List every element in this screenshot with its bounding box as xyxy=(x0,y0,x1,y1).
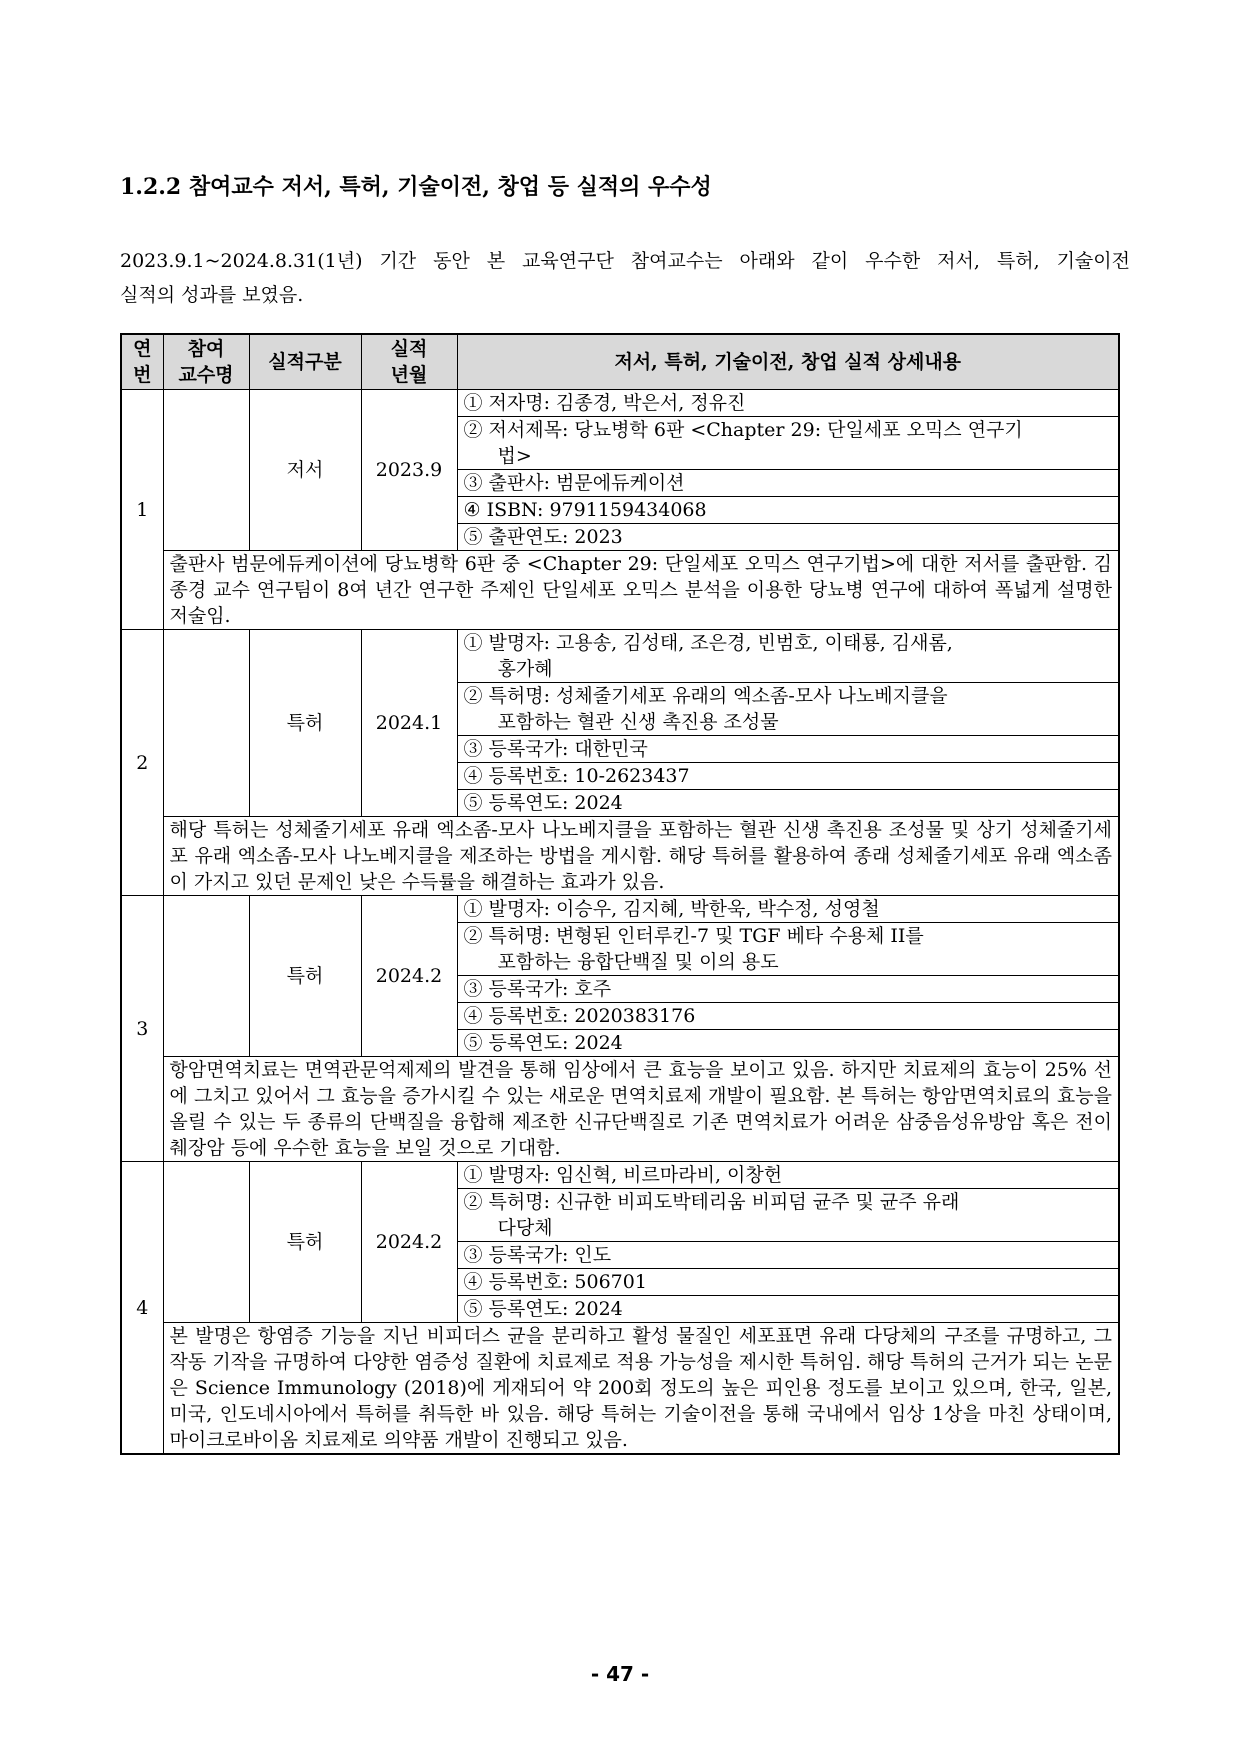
table-row xyxy=(121,630,1119,683)
table-row xyxy=(121,817,1119,896)
header-number-line2: 번 xyxy=(133,364,152,386)
detail-line: ⑤ 등록연도: 2024 xyxy=(463,1032,623,1054)
row-professor xyxy=(163,896,249,1057)
detail-line: ④ 등록번호: 506701 xyxy=(463,1271,647,1293)
detail-item xyxy=(457,1296,1119,1323)
row-number: 4 xyxy=(121,1162,163,1455)
detail-line: ① 발명자: 임신혁, 비르마라비, 이창헌 xyxy=(463,1164,783,1186)
detail-item xyxy=(457,896,1119,923)
header-professor-line2: 교수명 xyxy=(178,364,234,386)
detail-item xyxy=(457,1269,1119,1296)
detail-line-continued: 포함하는 혈관 신생 촉진용 조성물 xyxy=(497,711,779,733)
detail-line-continued: 법> xyxy=(497,445,532,467)
row-date: 2024.1 xyxy=(361,630,457,817)
intro-line-1: 2023.9.1~2024.8.31(1년) 기간 동안 본 교육연구단 참여교수는 아래와 같이 우수한 저서, 특허, 기술이전 xyxy=(120,250,1130,272)
detail-line: ④ 등록번호: 10-2623437 xyxy=(463,765,690,787)
table-row-group xyxy=(121,630,1119,896)
detail-item xyxy=(457,630,1119,683)
intro-line-2: 실적의 성과를 보였음. xyxy=(120,284,304,306)
table-row-group xyxy=(121,1162,1119,1455)
detail-line: ③ 등록국가: 대한민국 xyxy=(463,738,648,760)
detail-item xyxy=(457,524,1119,551)
detail-item xyxy=(457,417,1119,470)
detail-line-continued: 다당체 xyxy=(497,1217,553,1239)
detail-line: ③ 출판사: 범문에듀케이션 xyxy=(463,472,685,494)
header-date-line2: 년월 xyxy=(390,364,428,386)
detail-line: ③ 등록국가: 인도 xyxy=(463,1244,612,1266)
detail-item xyxy=(457,497,1119,524)
detail-line: ⑤ 등록연도: 2024 xyxy=(463,1298,623,1320)
detail-item xyxy=(457,683,1119,736)
header-professor-line1: 참여 xyxy=(187,338,225,360)
detail-line: ④ 등록번호: 2020383176 xyxy=(463,1005,696,1027)
row-number: 3 xyxy=(121,896,163,1162)
detail-line: ① 발명자: 이승우, 김지혜, 박한욱, 박수정, 성영철 xyxy=(463,898,880,920)
header-type: 실적구분 xyxy=(249,334,361,390)
header-number xyxy=(121,334,163,390)
detail-item xyxy=(457,1030,1119,1057)
row-summary: 항암면역치료는 면역관문억제제의 발견을 통해 임상에서 큰 효능을 보이고 있음. 하지만 치료제의 효능이 25% 선에 그치고 있어서 그 효능을 증가시킬 수 있는 새로운 면역치료제 개발이 필요함. 본 특허는 항암면역치료의 효능을 올릴 수 있는 두 종류의 단백질을 융합해 제조한 신규단백질로 기존 면역치료가 어려운 삼중음성유방암 혹은 전이 췌장암 등에 우수한 효능을 보일 것으로 기대함. xyxy=(163,1057,1119,1162)
row-summary: 출판사 범문에듀케이션에 당뇨병학 6판 중 <Chapter 29: 단일세포 오믹스 연구기법>에 대한 저서를 출판함. 김종경 교수 연구팀이 8여 년간 연구한 주제인 단일세포 오믹스 분석을 이용한 당뇨병 연구에 대하여 폭넓게 설명한 저술임. xyxy=(163,551,1119,630)
detail-item xyxy=(457,390,1119,417)
row-summary: 해당 특허는 성체줄기세포 유래 엑소좀-모사 나노베지클을 포함하는 혈관 신생 촉진용 조성물 및 상기 성체줄기세포 유래 엑소좀-모사 나노베지클을 제조하는 방법을 게시함. 해당 특허를 활용하여 종래 성체줄기세포 유래 엑소좀이 가지고 있던 문제인 낮은 수득률을 해결하는 효과가 있음. xyxy=(163,817,1119,896)
detail-line: ② 특허명: 신규한 비피도박테리움 비피덤 균주 및 균주 유래 xyxy=(463,1191,960,1213)
row-date: 2024.2 xyxy=(361,1162,457,1323)
detail-line-continued: 홍가혜 xyxy=(497,658,553,680)
detail-item xyxy=(457,1189,1119,1242)
detail-item xyxy=(457,1162,1119,1189)
section-title: 1.2.2 참여교수 저서, 특허, 기술이전, 창업 등 실적의 우수성 xyxy=(120,174,712,200)
table-row xyxy=(121,1323,1119,1455)
intro-paragraph xyxy=(120,244,1130,312)
achievements-table xyxy=(120,333,1120,1455)
row-professor xyxy=(163,390,249,551)
table-row-group xyxy=(121,896,1119,1162)
row-type: 저서 xyxy=(249,390,361,551)
row-professor xyxy=(163,1162,249,1323)
detail-item xyxy=(457,976,1119,1003)
detail-line: ① 발명자: 고용송, 김성태, 조은경, 빈범호, 이태룡, 김새롬, xyxy=(463,632,953,654)
detail-line: ② 특허명: 변형된 인터루킨-7 및 TGF 베타 수용체 II를 xyxy=(463,925,924,947)
table-row xyxy=(121,1057,1119,1162)
table-row xyxy=(121,551,1119,630)
detail-line: ② 저서제목: 당뇨병학 6판 <Chapter 29: 단일세포 오믹스 연구기 xyxy=(463,419,1023,441)
detail-line: ⑤ 등록연도: 2024 xyxy=(463,792,623,814)
row-number: 1 xyxy=(121,390,163,630)
header-professor xyxy=(163,334,249,390)
detail-line-continued: 포함하는 융합단백질 및 이의 용도 xyxy=(497,951,779,973)
detail-line: ③ 등록국가: 호주 xyxy=(463,978,612,1000)
table-row-group xyxy=(121,390,1119,630)
header-date-line1: 실적 xyxy=(390,338,428,360)
row-type: 특허 xyxy=(249,630,361,817)
detail-item xyxy=(457,736,1119,763)
row-summary: 본 발명은 항염증 기능을 지닌 비피더스 균을 분리하고 활성 물질인 세포표면 유래 다당체의 구조를 규명하고, 그 작동 기작을 규명하여 다양한 염증성 질환에 치료제로 적용 가능성을 제시한 특허임. 해당 특허의 근거가 되는 논문은 Science Immunology (2018)에 게재되어 약 200회 정도의 높은 피인용 정도를 보이고 있으며, 한국, 일본, 미국, 인도네시아에서 특허를 취득한 바 있음. 해당 특허는 기술이전을 통해 국내에서 임상 1상을 마친 상태이며, 마이크로바이옴 치료제로 의약품 개발이 진행되고 있음. xyxy=(163,1323,1119,1455)
header-detail: 저서, 특허, 기술이전, 창업 실적 상세내용 xyxy=(457,334,1119,390)
row-type: 특허 xyxy=(249,1162,361,1323)
detail-item xyxy=(457,1003,1119,1030)
row-type: 특허 xyxy=(249,896,361,1057)
detail-line: ④ ISBN: 9791159434068 xyxy=(463,499,707,521)
detail-item xyxy=(457,1242,1119,1269)
header-number-line1: 연 xyxy=(133,338,152,360)
detail-item xyxy=(457,470,1119,497)
detail-item xyxy=(457,923,1119,976)
detail-item xyxy=(457,790,1119,817)
row-date: 2023.9 xyxy=(361,390,457,551)
table-row xyxy=(121,390,1119,417)
detail-item xyxy=(457,763,1119,790)
detail-line: ⑤ 출판연도: 2023 xyxy=(463,526,623,548)
detail-line: ① 저자명: 김종경, 박은서, 정유진 xyxy=(463,392,746,414)
detail-line: ② 특허명: 성체줄기세포 유래의 엑소좀-모사 나노베지클을 xyxy=(463,685,948,707)
page-number: - 47 - xyxy=(590,1662,650,1686)
row-date: 2024.2 xyxy=(361,896,457,1057)
row-professor xyxy=(163,630,249,817)
table-header-row xyxy=(121,334,1119,390)
row-number: 2 xyxy=(121,630,163,896)
table-row xyxy=(121,1162,1119,1189)
header-date xyxy=(361,334,457,390)
table-row xyxy=(121,896,1119,923)
